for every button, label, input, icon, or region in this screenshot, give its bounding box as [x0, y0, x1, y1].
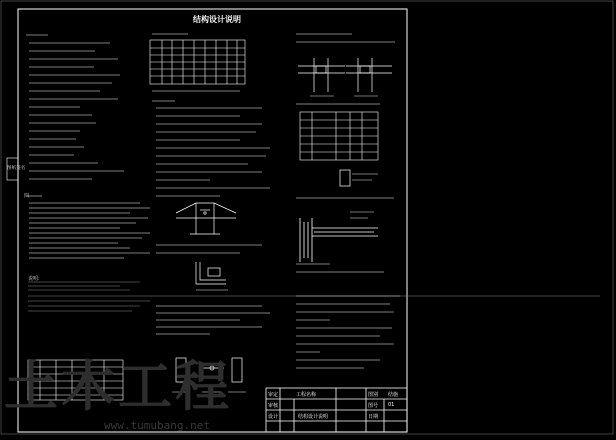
left-text-block [26, 35, 150, 258]
tb-field-label-2: 设计 [268, 414, 279, 420]
title-block-frame [266, 388, 407, 432]
rebar-table-top [150, 40, 245, 84]
side-tab-label: 图纸签名 [7, 166, 26, 171]
watermark-url: www.tumubang.net [104, 419, 210, 432]
detail-beam-joint [176, 203, 236, 234]
tb-project-label: 工程名称 [296, 392, 317, 398]
tb-drawing-no: 结施 [388, 392, 399, 398]
detail-slab-section [300, 212, 378, 262]
watermark-brand: 土木工程 [4, 354, 232, 418]
detail-column-section-a [298, 58, 345, 96]
tb-field-label-4: 日期 [368, 414, 379, 420]
section-marker: 四 [24, 193, 30, 199]
tb-drawing-name: 结构设计说明 [298, 414, 329, 420]
tb-field-label-0: 审定 [268, 392, 279, 398]
tb-field-label-3: 图号 [368, 403, 379, 409]
tb-field-value-3: 01 [388, 402, 395, 408]
tb-field-label-1: 审核 [268, 403, 279, 409]
anchorage-table [300, 112, 378, 160]
detail-corner [196, 262, 228, 290]
detail-stirrup [340, 170, 378, 186]
notes-heading: 说明: [28, 276, 40, 282]
sheet-title: 结构设计说明 [193, 15, 241, 24]
general-notes-lines [28, 282, 600, 311]
detail-column-section-b [346, 58, 392, 96]
tb-drawing-no-label: 图别 [368, 392, 379, 398]
middle-text-block [152, 34, 270, 253]
